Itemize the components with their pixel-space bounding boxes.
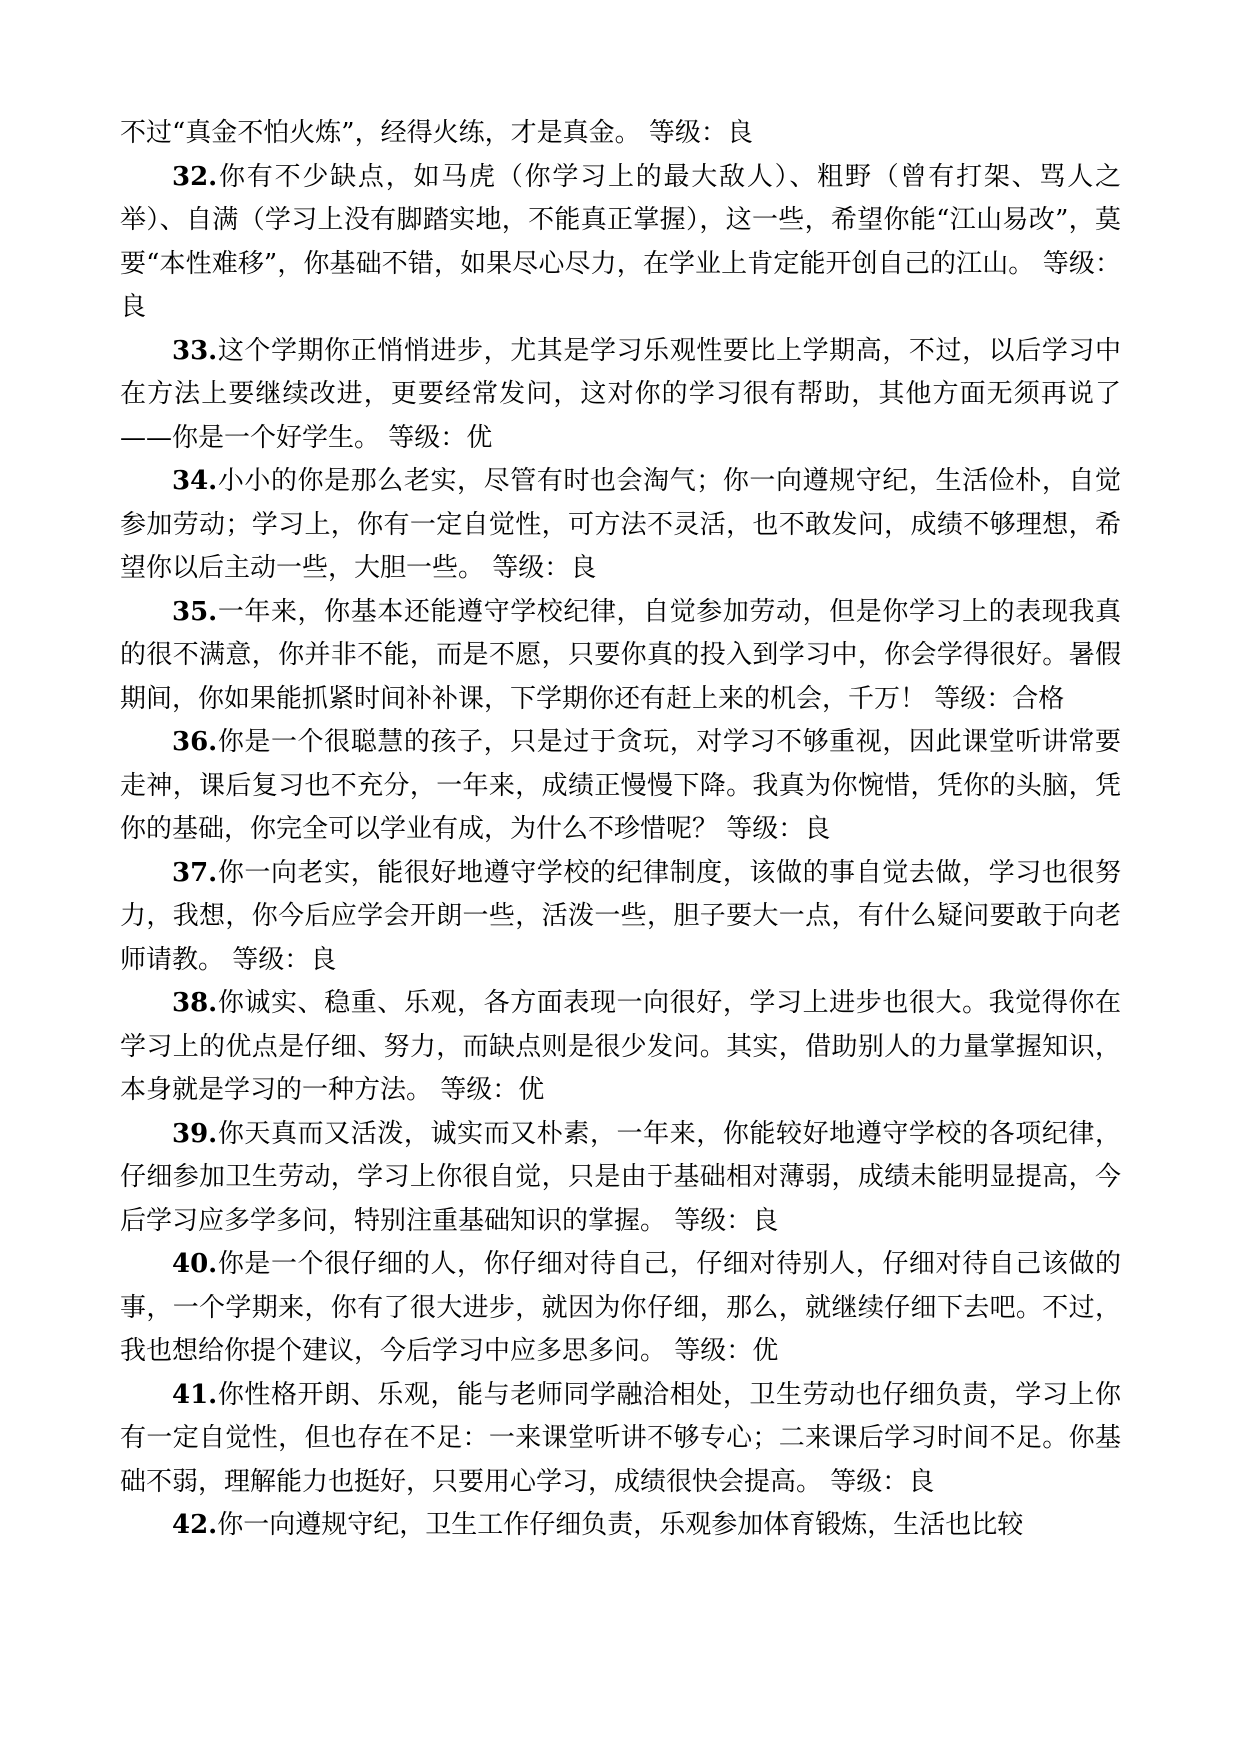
comment-entry-38 [120,982,1121,1113]
comment-entry-41 [120,1374,1121,1505]
entry-text: 你是一个很仔细的人，你仔细对待自己，仔细对待别人，仔细对待自己该做的事，一个学期来，你有了很大进步，就因为你仔细，那么，就继续仔细下去吧。不过，我也想给你提个建议，今后学习中应多思多问。 等级：优 [120,1249,1121,1366]
entry-number: 33. [172,335,218,366]
entry-number: 41. [172,1379,218,1410]
paragraph-continuation [120,112,1121,156]
entry-text: 小小的你是那么老实，尽管有时也会淘气；你一向遵规守纪，生活俭朴，自觉参加劳动；学习上，你有一定自觉性，可方法不灵活，也不敢发问，成绩不够理想，希望你以后主动一些，大胆一些。 等级：良 [120,466,1121,583]
entry-number: 35. [172,596,218,627]
entry-text: 一年来，你基本还能遵守学校纪律，自觉参加劳动，但是你学习上的表现我真的很不满意，你并非不能，而是不愿，只要你真的投入到学习中，你会学得很好。暑假期间，你如果能抓紧时间补补课，下学期你还有赶上来的机会，千万！ 等级：合格 [120,596,1121,714]
entry-number: 38. [172,988,218,1018]
entry-text: 你一向遵规守纪，卫生工作仔细负责，乐观参加体育锻炼，生活也比较 [217,1510,1024,1540]
entry-number: 34. [172,466,218,496]
comment-entry-42 [120,1504,1121,1548]
entry-text: 你有不少缺点，如马虎（你学习上的最大敌人）、粗野（曾有打架、骂人之举）、自满（学习上没有脚踏实地，不能真正掌握），这一些，希望你能“江山易改”，莫要“本性难移”，你基础不错，如果尽心尽力，在学业上肯定能开创自己的江山。 等级：良 [120,161,1121,322]
entry-text: 你性格开朗、乐观，能与老师同学融洽相处，卫生劳动也仔细负责，学习上你有一定自觉性，但也存在不足：一来课堂听讲不够专心；二来课后学习时间不足。你基础不弱，理解能力也挺好，只要用心学习，成绩很快会提高。 等级：良 [120,1379,1121,1497]
entry-text: 你天真而又活泼，诚实而又朴素，一年来，你能较好地遵守学校的各项纪律，仔细参加卫生劳动，学习上你很自觉，只是由于基础相对薄弱，成绩未能明显提高，今后学习应多学多问，特别注重基础知识的掌握。 等级：良 [120,1118,1121,1236]
entry-number: 32. [172,161,218,192]
comment-entry-37 [120,852,1121,983]
entry-text: 你诚实、稳重、乐观，各方面表现一向很好，学习上进步也很大。我觉得你在学习上的优点是仔细、努力，而缺点则是很少发问。其实，借助别人的力量掌握知识，本身就是学习的一种方法。 等级：优 [120,988,1121,1105]
entry-number: 36. [172,727,218,757]
entry-number: 42. [172,1510,218,1540]
comment-entry-35 [120,591,1121,722]
comment-entry-34 [120,460,1121,591]
entry-text: 你是一个很聪慧的孩子，只是过于贪玩，对学习不够重视，因此课堂听讲常要走神，课后复习也不充分，一年来，成绩正慢慢下降。我真为你惋惜，凭你的头脑，凭你的基础，你完全可以学业有成，为什么不珍惜呢？ 等级：良 [120,727,1121,844]
entry-number: 37. [172,857,218,888]
entry-number: 39. [172,1118,218,1149]
comment-entry-32 [120,156,1121,330]
comment-entry-36 [120,721,1121,852]
comment-entry-40 [120,1243,1121,1374]
entry-text: 这个学期你正悄悄进步，尤其是学习乐观性要比上学期高，不过，以后学习中在方法上要继续改进，更要经常发问，这对你的学习很有帮助，其他方面无须再说了——你是一个好学生。 等级：优 [120,335,1121,453]
comment-entry-39 [120,1113,1121,1244]
entry-text: 你一向老实，能很好地遵守学校的纪律制度，该做的事自觉去做，学习也很努力，我想，你今后应学会开朗一些，活泼一些，胆子要大一点，有什么疑问要敢于向老师请教。 等级：良 [120,857,1121,975]
entry-number: 40. [172,1249,218,1279]
comment-entry-33 [120,330,1121,461]
entry-text: 不过“真金不怕火炼”，经得火练，才是真金。 等级：良 [120,118,753,148]
